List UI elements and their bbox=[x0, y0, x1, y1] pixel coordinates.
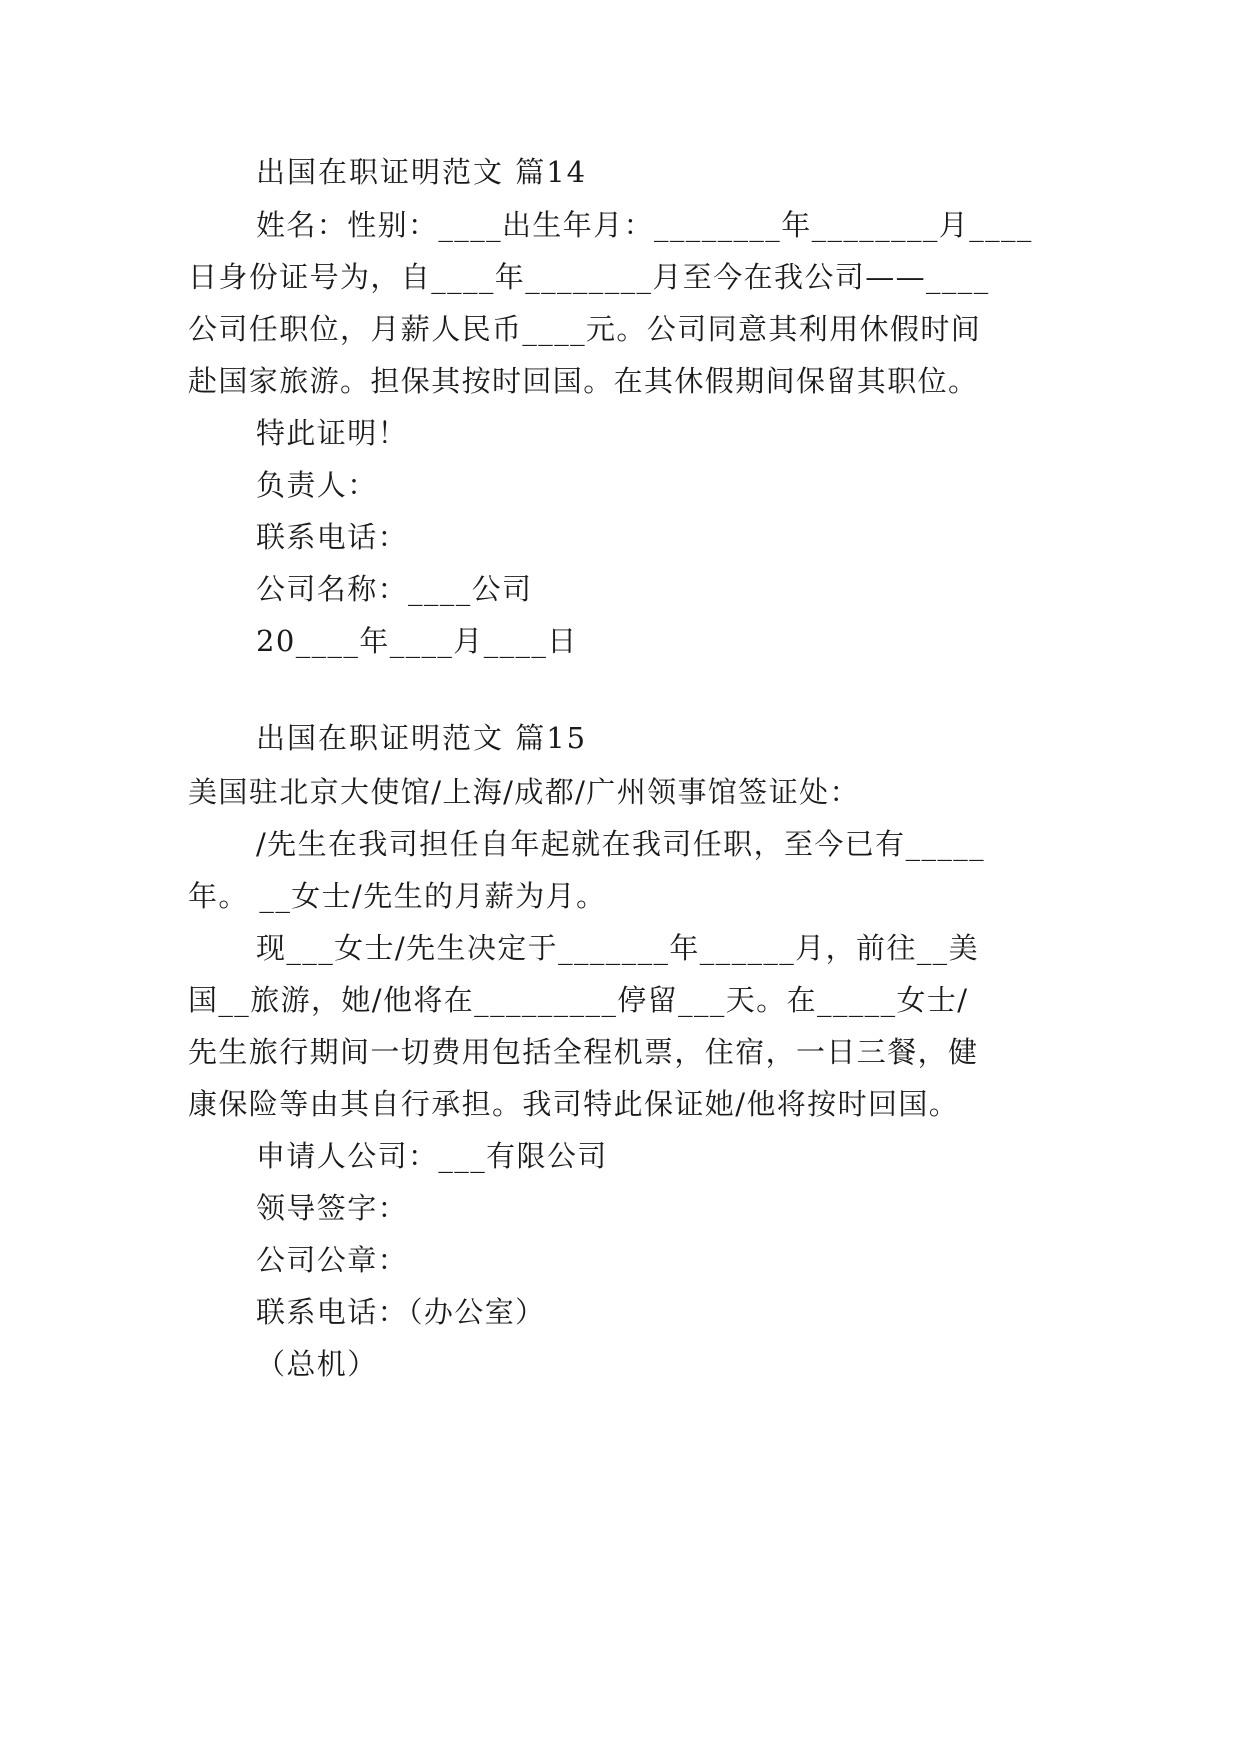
section-15-para2-line-1: 现___女士/先生决定于_______年______月，前往__美 bbox=[256, 931, 979, 965]
section-15-para1-line-2: 年。 __女士/先生的月薪为月。 bbox=[188, 879, 607, 913]
section-15-para2-line-4: 康保险等由其自行承担。我司特此保证她/他将按时回国。 bbox=[188, 1087, 960, 1121]
section-14-heading: 出国在职证明范文 篇14 bbox=[256, 155, 588, 189]
section-15-applicant-company: 申请人公司：___有限公司 bbox=[256, 1139, 608, 1173]
section-14-company-name: 公司名称：____公司 bbox=[256, 572, 533, 606]
section-14-date: 20____年____月____日 bbox=[256, 624, 578, 658]
section-15-para1-line-1: /先生在我司担任自年起就在我司任职，至今已有_____ bbox=[256, 827, 986, 861]
section-14-responsible: 负责人： bbox=[256, 468, 378, 502]
section-15-heading: 出国在职证明范文 篇15 bbox=[256, 721, 588, 755]
section-15-company-seal: 公司公章： bbox=[256, 1243, 409, 1277]
section-15-leader-signature: 领导签字： bbox=[256, 1191, 409, 1225]
section-14-phone: 联系电话： bbox=[256, 520, 409, 554]
section-15-para2-line-2: 国__旅游，她/他将在_________停留___天。在_____女士/ bbox=[188, 983, 969, 1017]
section-15-para2-line-3: 先生旅行期间一切费用包括全程机票，住宿，一日三餐，健 bbox=[188, 1035, 979, 1069]
section-14-paragraph-line-4: 赴国家旅游。担保其按时回国。在其休假期间保留其职位。 bbox=[188, 364, 979, 398]
section-15-phone-office: 联系电话：（办公室） bbox=[256, 1295, 546, 1329]
section-15-phone-main: （总机） bbox=[256, 1347, 378, 1381]
section-14-paragraph-line-2: 日身份证号为，自____年________月至今在我公司——____ bbox=[188, 260, 990, 294]
section-15-addressee: 美国驻北京大使馆/上海/成都/广州领事馆签证处： bbox=[188, 775, 860, 809]
section-14-paragraph-line-3: 公司任职位，月薪人民币____元。公司同意其利用休假时间 bbox=[188, 312, 982, 346]
section-14-closing: 特此证明！ bbox=[256, 416, 409, 450]
section-14-paragraph-line-1: 姓名：性别：____出生年月：________年________月____ bbox=[256, 208, 1033, 242]
